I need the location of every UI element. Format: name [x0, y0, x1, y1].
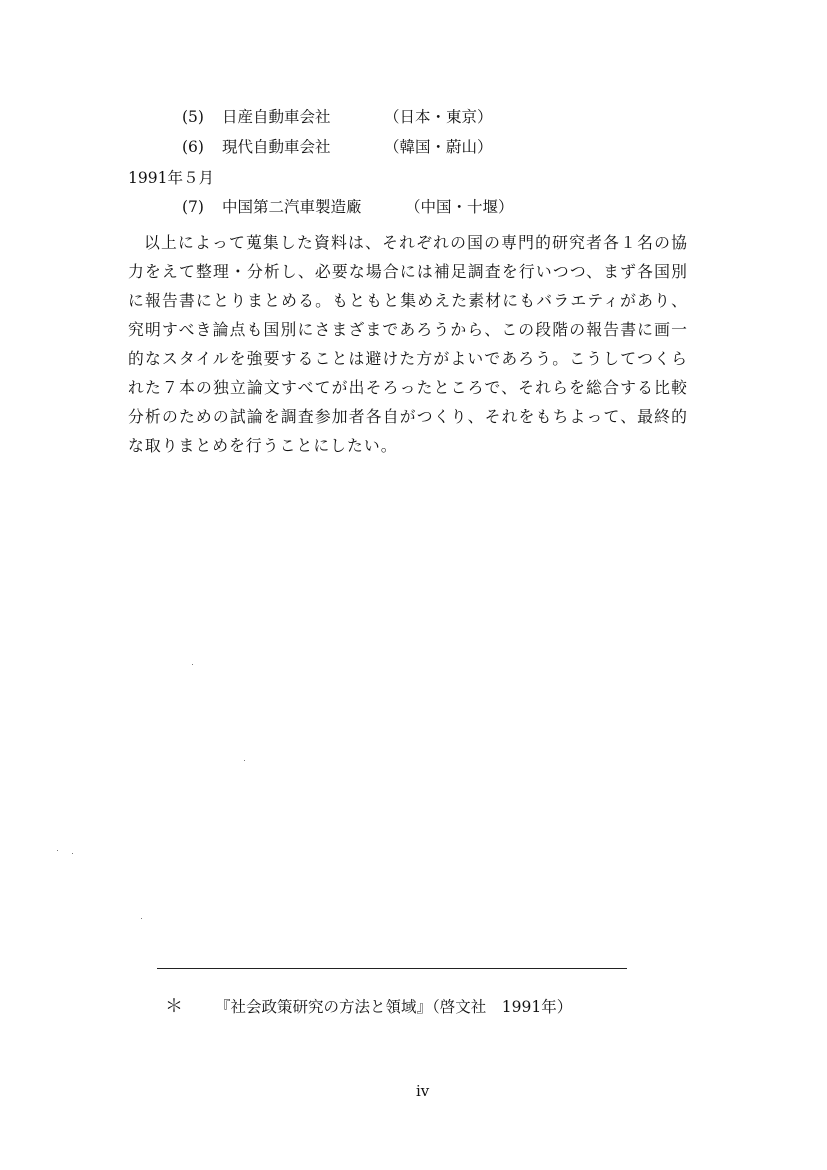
list-item-5: [182, 110, 493, 126]
scan-speck: [72, 853, 73, 854]
list-item-location: （日本・東京）: [384, 108, 493, 126]
footnote-separator: [157, 968, 627, 969]
list-item-6: [182, 140, 493, 156]
list-item-location: （韓国・蔚山）: [384, 138, 493, 156]
page-number: iv: [416, 1082, 430, 1100]
scan-speck: [141, 918, 142, 919]
body-paragraph: 以上によって蒐集した資料は、それぞれの国の専門的研究者各１名の協力をえて整理・分析し、必要な場合には補足調査を行いつつ、まず各国別に報告書にとりまとめる。もともと集めえた素材にもバラエティがあり、究明すべき論点も国別にさまざまであろうから、この段階の報告書に画一的なスタイルを強要することは避けた方がよいであろう。こうしてつくられた７本の独立論文すべてが出そろったところで、それらを総合する比較分析のための試論を調査参加者各自がつくり、それをもちよって、最終的な取りまとめを行うことにしたい。: [128, 233, 688, 455]
list-item-7: [182, 200, 514, 216]
footnote-asterisk-icon: ＊: [165, 996, 183, 1017]
list-item-number: (5): [182, 108, 204, 126]
list-item-company: 中国第二汽車製造廠: [222, 198, 362, 216]
list-item-location: （中国・十堰）: [405, 198, 514, 216]
list-item-company: 現代自動車会社: [222, 138, 331, 156]
scan-speck: [192, 664, 193, 665]
date-heading: 1991年５月: [128, 169, 214, 187]
footnote-text: 『社会政策研究の方法と領域』（啓文社 1991年）: [215, 998, 573, 1016]
list-item-number: (7): [182, 198, 204, 216]
scan-speck: [244, 760, 245, 761]
footnote: [165, 992, 572, 1018]
list-item-number: (6): [182, 138, 204, 156]
scan-speck: [57, 850, 58, 851]
list-item-company: 日産自動車会社: [222, 108, 331, 126]
